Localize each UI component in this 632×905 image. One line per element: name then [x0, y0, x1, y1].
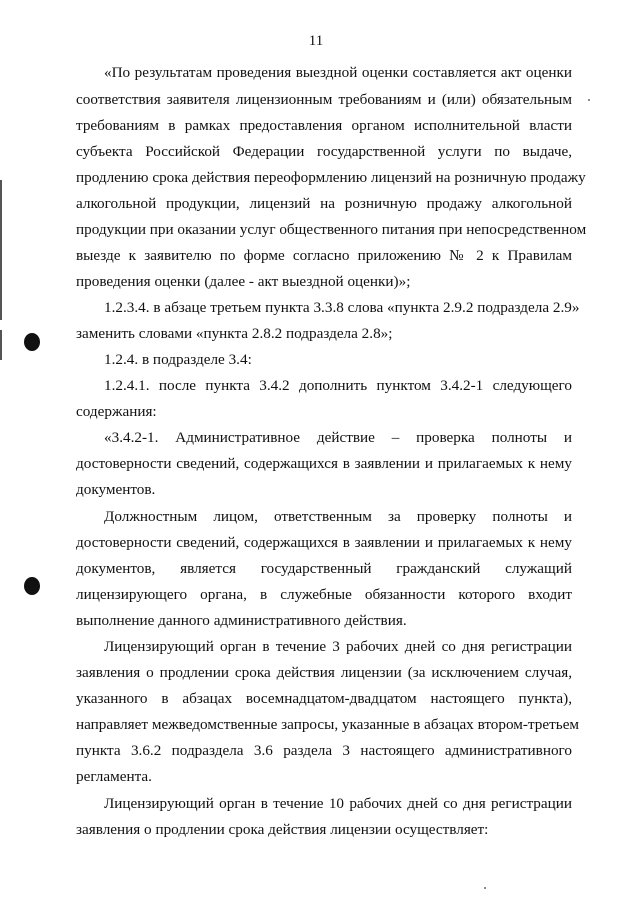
text-line: продукции при оказании услуг общественного питания при непосредственном	[76, 221, 587, 238]
text-line: содержания:	[76, 403, 157, 420]
text-line: продлению срока действия переоформлению лицензий на розничную продажу	[76, 169, 586, 186]
page-number: 11	[308, 33, 324, 49]
text-line: 1.2.4.1. после пункта 3.4.2 дополнить пунктом 3.4.2-1 следующего	[104, 377, 572, 394]
text-line: субъекта Российской Федерации государственной услуги по выдаче,	[76, 143, 572, 160]
text-line: 1.2.4. в подразделе 3.4:	[104, 351, 252, 368]
text-line: заменить словами «пункта 2.8.2 подраздела 2.8»;	[76, 325, 393, 342]
text-line: регламента.	[76, 768, 152, 785]
text-line: Лицензирующий орган в течение 10 рабочих дней со дня регистрации	[104, 795, 572, 812]
scan-edge-mark	[0, 180, 2, 320]
text-line: указанного в абзацах восемнадцатом-двадцатом настоящего пункта),	[76, 690, 572, 707]
text-line: Лицензирующий орган в течение 3 рабочих дней со дня регистрации	[104, 638, 572, 655]
text-line: пункта 3.6.2 подраздела 3.6 раздела 3 настоящего административного	[76, 742, 572, 759]
text-line: выезде к заявителю по форме согласно приложению № 2 к Правилам	[76, 247, 572, 264]
text-line: «3.4.2-1. Административное действие – проверка полноты и	[104, 429, 572, 446]
text-line: достоверности сведений, содержащихся в заявлении и прилагаемых к нему	[76, 534, 572, 551]
text-line: лицензирующего органа, в служебные обязанности которого входит	[76, 586, 572, 603]
text-line: направляет межведомственные запросы, указанные в абзацах втором-третьем	[76, 716, 580, 733]
scan-edge-mark	[0, 330, 2, 360]
text-line: выполнение данного административного действия.	[76, 612, 407, 629]
text-line: достоверности сведений, содержащихся в заявлении и прилагаемых к нему	[76, 455, 572, 472]
text-line: документов, является государственный гражданский служащий	[76, 560, 572, 577]
text-line: алкогольной продукции, лицензий на розничную продажу алкогольной	[76, 195, 572, 212]
punch-hole	[24, 333, 40, 351]
text-line: документов.	[76, 481, 156, 498]
scan-speck	[588, 99, 590, 101]
text-line: заявления о продлении срока действия лицензии (за исключением случая,	[76, 664, 572, 681]
text-line: требованиям в рамках предоставления органом исполнительной власти	[76, 117, 572, 134]
text-line: соответствия заявителя лицензионным требованиям и (или) обязательным	[76, 91, 572, 108]
text-line: 1.2.3.4. в абзаце третьем пункта 3.3.8 слова «пункта 2.9.2 подраздела 2.9»	[104, 299, 580, 316]
text-line: Должностным лицом, ответственным за проверку полноты и	[104, 508, 572, 525]
scan-speck	[484, 887, 486, 889]
text-line: «По результатам проведения выездной оценки составляется акт оценки	[104, 64, 572, 81]
text-line: заявления о продлении срока действия лицензии осуществляет:	[76, 821, 489, 838]
punch-hole	[24, 577, 40, 595]
text-line: проведения оценки (далее - акт выездной оценки)»;	[76, 273, 411, 290]
